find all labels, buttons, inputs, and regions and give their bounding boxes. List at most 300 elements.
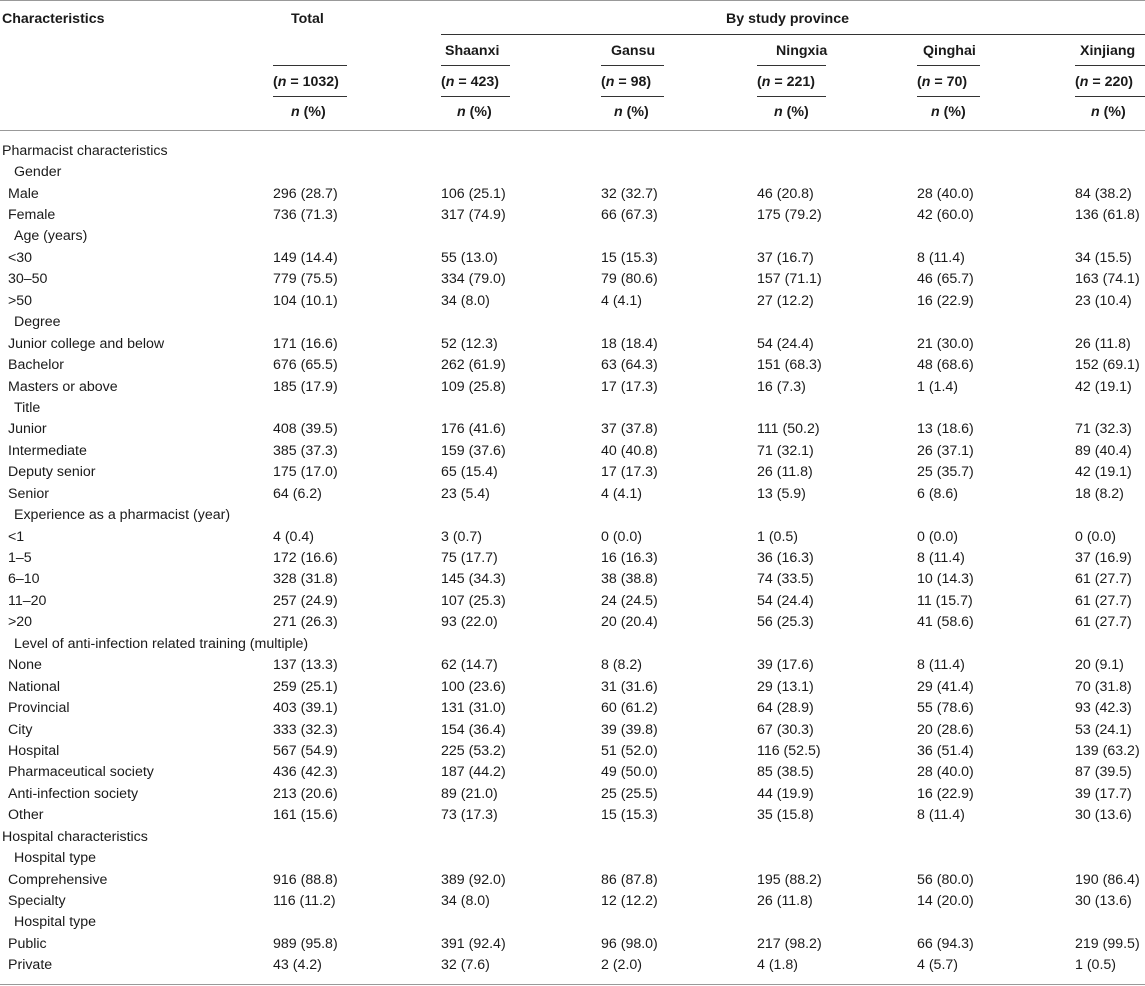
table-cell: 16 (22.9): [917, 785, 974, 802]
table-cell: 151 (68.3): [757, 357, 822, 374]
table-cell: 13 (5.9): [757, 485, 806, 502]
table-row: [0, 462, 1145, 483]
table-cell: 4 (0.4): [273, 528, 315, 545]
table-cell: [1075, 312, 1145, 333]
row-label: Private: [8, 957, 53, 974]
table-cell: 52 (12.3): [441, 335, 498, 352]
table-cell: 175 (79.2): [757, 207, 822, 224]
table-row: [0, 740, 1145, 761]
table-row: [0, 569, 1145, 590]
table-cell: [757, 140, 917, 161]
rule-qinghai-1: [917, 65, 980, 66]
row-label: Hospital: [8, 742, 60, 759]
table-cell: 70 (31.8): [1075, 678, 1132, 695]
row-label: <1: [8, 528, 25, 545]
province-span-rule: [441, 34, 1145, 35]
table-cell: 139 (63.2): [1075, 742, 1140, 759]
table-cell: 185 (17.9): [273, 378, 338, 395]
table-cell: 1 (0.5): [757, 528, 799, 545]
rule-qinghai-2: [917, 96, 980, 97]
table-cell: 15 (15.3): [601, 807, 658, 824]
table-row: [0, 783, 1145, 804]
table-cell: 96 (98.0): [601, 935, 658, 952]
table-cell: 32 (7.6): [441, 957, 490, 974]
table-cell: 145 (34.3): [441, 571, 506, 588]
table-cell: 34 (8.0): [441, 893, 490, 910]
row-label: 1–5: [8, 550, 32, 567]
row-label: 30–50: [8, 271, 48, 288]
table-cell: 4 (4.1): [601, 485, 643, 502]
table-cell: 56 (80.0): [917, 871, 974, 888]
table-row: [0, 440, 1145, 461]
header-province-xinjiang: Xinjiang: [1080, 43, 1136, 59]
table-cell: 93 (42.3): [1075, 700, 1132, 717]
table-cell: 8 (11.4): [917, 657, 965, 674]
table-cell: [917, 826, 1075, 847]
table-cell: [273, 826, 441, 847]
header-pct-gansu: n (%): [614, 104, 649, 120]
table-cell: 26 (11.8): [757, 464, 813, 481]
table-cell: [273, 140, 441, 161]
table-cell: 26 (11.8): [757, 893, 813, 910]
header-n-shaanxi: (n = 423): [441, 74, 499, 90]
table-cell: 89 (40.4): [1075, 442, 1132, 459]
table-row: [0, 890, 1145, 911]
table-cell: 24 (24.5): [601, 592, 658, 609]
row-label: National: [8, 678, 61, 695]
table-cell: 17 (17.3): [601, 378, 658, 395]
table-cell: 13 (18.6): [917, 421, 974, 438]
group-header-row: [0, 633, 1145, 654]
table-cell: [757, 312, 917, 333]
table-row: [0, 547, 1145, 568]
table-row: [0, 933, 1145, 954]
row-label: Senior: [8, 485, 50, 502]
table-cell: 2 (2.0): [601, 957, 643, 974]
table-cell: 20 (9.1): [1075, 657, 1124, 674]
table-cell: 8 (11.4): [917, 249, 965, 266]
table-cell: 389 (92.0): [441, 871, 506, 888]
table-cell: 43 (4.2): [273, 957, 322, 974]
table-cell: [917, 912, 1075, 933]
table-cell: 64 (6.2): [273, 485, 322, 502]
header-n-total: (n = 1032): [273, 74, 339, 90]
table-cell: 116 (52.5): [757, 742, 821, 759]
table-cell: 4 (1.8): [757, 957, 799, 974]
row-label: Age (years): [14, 228, 88, 245]
table-cell: 916 (88.8): [273, 871, 338, 888]
table-cell: [917, 397, 1075, 418]
table-cell: [757, 504, 917, 525]
row-label: None: [8, 657, 42, 674]
section-header-row: [0, 826, 1145, 847]
table-cell: 29 (13.1): [757, 678, 814, 695]
data-table: [0, 140, 1145, 976]
table-cell: 41 (58.6): [917, 614, 974, 631]
rule-gansu-1: [601, 65, 664, 66]
table-cell: [441, 504, 601, 525]
table-cell: 176 (41.6): [441, 421, 506, 438]
table-cell: [601, 826, 757, 847]
table-cell: [757, 226, 917, 247]
table-cell: 66 (94.3): [917, 935, 974, 952]
table-cell: [441, 912, 601, 933]
table-cell: 35 (15.8): [757, 807, 814, 824]
group-header-row: [0, 226, 1145, 247]
row-label: Hospital type: [14, 850, 97, 867]
table-cell: 11 (15.7): [917, 592, 973, 609]
table-cell: [441, 312, 601, 333]
table-cell: 391 (92.4): [441, 935, 506, 952]
header-n-qinghai: (n = 70): [917, 74, 968, 90]
table-cell: 149 (14.4): [273, 249, 338, 266]
table-cell: 55 (78.6): [917, 700, 974, 717]
table-cell: [273, 226, 441, 247]
table-cell: 84 (38.2): [1075, 185, 1132, 202]
table-cell: 8 (11.4): [917, 550, 965, 567]
table-cell: 989 (95.8): [273, 935, 338, 952]
table-cell: 26 (11.8): [1075, 335, 1131, 352]
table-cell: [1075, 504, 1145, 525]
table-cell: 23 (10.4): [1075, 292, 1132, 309]
row-label: Hospital characteristics: [2, 828, 148, 845]
rule-xinjiang-1: [1075, 65, 1145, 66]
table-row: [0, 290, 1145, 311]
table-cell: 107 (25.3): [441, 592, 506, 609]
table-cell: 296 (28.7): [273, 185, 338, 202]
table-cell: [601, 312, 757, 333]
row-label: Title: [14, 399, 41, 416]
header-n-gansu: (n = 98): [601, 74, 652, 90]
table-cell: 74 (33.5): [757, 571, 814, 588]
table-row: [0, 762, 1145, 783]
row-label: <30: [8, 249, 33, 266]
table-cell: [757, 826, 917, 847]
table-cell: 0 (0.0): [917, 528, 959, 545]
table-cell: [273, 912, 441, 933]
table-row: [0, 419, 1145, 440]
table-cell: [273, 312, 441, 333]
table-cell: 63 (64.3): [601, 357, 658, 374]
table-cell: [601, 140, 757, 161]
table-cell: 157 (71.1): [757, 271, 822, 288]
table-cell: [1075, 826, 1145, 847]
table-cell: 87 (39.5): [1075, 764, 1132, 781]
table-cell: 172 (16.6): [273, 550, 338, 567]
header-pct-xinjiang: n (%): [1091, 104, 1126, 120]
table-cell: 39 (17.6): [757, 657, 814, 674]
table-cell: 12 (12.2): [601, 893, 658, 910]
table-cell: 40 (40.8): [601, 442, 658, 459]
table-cell: 64 (28.9): [757, 700, 814, 717]
row-label: Public: [8, 935, 47, 952]
rule-total-2: [273, 96, 347, 97]
table-cell: 31 (31.6): [601, 678, 658, 695]
row-label: Intermediate: [8, 442, 87, 459]
table-cell: 219 (99.5): [1075, 935, 1140, 952]
table-cell: 37 (16.9): [1075, 550, 1132, 567]
table-row: [0, 869, 1145, 890]
table-cell: 131 (31.0): [441, 700, 506, 717]
table-cell: 39 (17.7): [1075, 785, 1132, 802]
row-label: >50: [8, 292, 33, 309]
row-label: Pharmaceutical society: [8, 764, 154, 781]
table-cell: [273, 504, 441, 525]
table-cell: 8 (11.4): [917, 807, 965, 824]
table-row: [0, 483, 1145, 504]
table-row: [0, 955, 1145, 976]
row-label: Masters or above: [8, 378, 118, 395]
table-cell: 29 (41.4): [917, 678, 974, 695]
table-cell: [601, 633, 757, 654]
table-cell: 89 (21.0): [441, 785, 498, 802]
table-cell: 44 (19.9): [757, 785, 814, 802]
table-cell: 8 (8.2): [601, 657, 643, 674]
table-cell: [917, 161, 1075, 182]
row-label: Specialty: [8, 893, 66, 910]
table-cell: [757, 633, 917, 654]
rule-ningxia-2: [757, 96, 826, 97]
header-characteristics: Characteristics: [2, 11, 105, 27]
table-cell: 27 (12.2): [757, 292, 814, 309]
table-cell: 75 (17.7): [441, 550, 498, 567]
table-cell: 213 (20.6): [273, 785, 338, 802]
table-cell: [1075, 226, 1145, 247]
header-province-ningxia: Ningxia: [776, 43, 828, 59]
bottom-rule: [0, 984, 1145, 985]
table-cell: [441, 847, 601, 868]
table-cell: [273, 161, 441, 182]
table-cell: 163 (74.1): [1075, 271, 1140, 288]
table-cell: 61 (27.7): [1075, 571, 1132, 588]
row-label: Junior: [8, 421, 47, 438]
row-label: City: [8, 721, 33, 738]
table-cell: 436 (42.3): [273, 764, 338, 781]
row-label: Gender: [14, 164, 62, 181]
table-cell: 16 (7.3): [757, 378, 806, 395]
table-cell: 6 (8.6): [917, 485, 959, 502]
table-cell: [1075, 397, 1145, 418]
rule-shaanxi-2: [441, 96, 510, 97]
header-pct-ningxia: n (%): [774, 104, 809, 120]
table-cell: 86 (87.8): [601, 871, 658, 888]
table-cell: 73 (17.3): [441, 807, 498, 824]
table-cell: 328 (31.8): [273, 571, 338, 588]
rule-xinjiang-2: [1075, 96, 1145, 97]
table-cell: 55 (13.0): [441, 249, 498, 266]
table-cell: [601, 847, 757, 868]
header-pct-qinghai: n (%): [931, 104, 966, 120]
table-row: [0, 655, 1145, 676]
table-cell: 85 (38.5): [757, 764, 814, 781]
table-cell: 42 (19.1): [1075, 378, 1132, 395]
table-cell: 60 (61.2): [601, 700, 658, 717]
table-cell: 51 (52.0): [601, 742, 658, 759]
table-cell: 171 (16.6): [273, 335, 338, 352]
table-cell: 100 (23.6): [441, 678, 506, 695]
table-cell: 65 (15.4): [441, 464, 498, 481]
table-cell: 4 (4.1): [601, 292, 643, 309]
table-cell: [917, 226, 1075, 247]
table-cell: 39 (39.8): [601, 721, 658, 738]
row-label: Experience as a pharmacist (year): [14, 507, 231, 524]
rule-ningxia-1: [757, 65, 826, 66]
table-cell: 1 (1.4): [917, 378, 959, 395]
table-cell: [601, 504, 757, 525]
table-cell: [441, 226, 601, 247]
table-cell: 62 (14.7): [441, 657, 498, 674]
header-by-province: By study province: [726, 11, 849, 27]
group-header-row: [0, 397, 1145, 418]
table-cell: 137 (13.3): [273, 657, 338, 674]
table-cell: [1075, 140, 1145, 161]
table-cell: 262 (61.9): [441, 357, 506, 374]
table-cell: [1075, 161, 1145, 182]
table-cell: 175 (17.0): [273, 464, 338, 481]
table-row: [0, 805, 1145, 826]
table-cell: 187 (44.2): [441, 764, 506, 781]
table-cell: 567 (54.9): [273, 742, 338, 759]
table-cell: [273, 397, 441, 418]
table-cell: 36 (16.3): [757, 550, 814, 567]
table-cell: 161 (15.6): [273, 807, 338, 824]
table-cell: 32 (32.7): [601, 185, 658, 202]
table-cell: 3 (0.7): [441, 528, 483, 545]
table-cell: 334 (79.0): [441, 271, 506, 288]
table-cell: [757, 847, 917, 868]
row-label: Level of anti-infection related training (multiple): [14, 635, 309, 652]
header-province-shaanxi: Shaanxi: [445, 43, 500, 59]
table-cell: 195 (88.2): [757, 871, 822, 888]
table-cell: 0 (0.0): [601, 528, 643, 545]
table-cell: 46 (20.8): [757, 185, 814, 202]
table-cell: 16 (16.3): [601, 550, 658, 567]
table-cell: 34 (15.5): [1075, 249, 1132, 266]
table-cell: 190 (86.4): [1075, 871, 1140, 888]
table-cell: 408 (39.5): [273, 421, 338, 438]
row-label: Female: [8, 207, 56, 224]
table-cell: 225 (53.2): [441, 742, 506, 759]
table-cell: 61 (27.7): [1075, 592, 1132, 609]
header-bottom-rule: [0, 130, 1145, 131]
rule-shaanxi-1: [441, 65, 510, 66]
table-cell: 159 (37.6): [441, 442, 506, 459]
table-cell: 34 (8.0): [441, 292, 490, 309]
table-cell: [441, 633, 601, 654]
table-cell: [601, 912, 757, 933]
header-pct-shaanxi: n (%): [457, 104, 492, 120]
group-header-row: [0, 504, 1145, 525]
row-label: Provincial: [8, 700, 70, 717]
table-cell: 21 (30.0): [917, 335, 974, 352]
table-cell: 37 (16.7): [757, 249, 814, 266]
row-label: >20: [8, 614, 33, 631]
table-cell: [917, 633, 1075, 654]
header-province-gansu: Gansu: [611, 43, 656, 59]
rule-gansu-2: [601, 96, 664, 97]
table-cell: 403 (39.1): [273, 700, 338, 717]
rule-total-1: [273, 65, 347, 66]
table-cell: 25 (25.5): [601, 785, 658, 802]
table-cell: 18 (8.2): [1075, 485, 1124, 502]
table-cell: [273, 847, 441, 868]
table-cell: [1075, 912, 1145, 933]
header-n-ningxia: (n = 221): [757, 74, 815, 90]
header-pct-total: n (%): [291, 104, 326, 120]
table-cell: [441, 826, 601, 847]
table-cell: [917, 312, 1075, 333]
row-label: 6–10: [8, 571, 40, 588]
row-label: Bachelor: [8, 357, 64, 374]
table-row: [0, 204, 1145, 225]
header-total: Total: [291, 11, 324, 27]
table-cell: 104 (10.1): [273, 292, 338, 309]
table-cell: [441, 140, 601, 161]
table-cell: 54 (24.4): [757, 592, 814, 609]
table-cell: 18 (18.4): [601, 335, 658, 352]
table-cell: 61 (27.7): [1075, 614, 1132, 631]
table-cell: [757, 912, 917, 933]
top-rule: [0, 0, 1145, 1]
table-cell: 20 (28.6): [917, 721, 974, 738]
table-cell: 26 (37.1): [917, 442, 974, 459]
table-row: [0, 354, 1145, 375]
table-cell: 49 (50.0): [601, 764, 658, 781]
table-cell: 67 (30.3): [757, 721, 814, 738]
table-cell: [1075, 847, 1145, 868]
table-body: [0, 140, 1145, 976]
table-cell: [757, 161, 917, 182]
table-row: [0, 183, 1145, 204]
group-header-row: [0, 847, 1145, 868]
table-cell: 15 (15.3): [601, 249, 658, 266]
table-cell: 54 (24.4): [757, 335, 814, 352]
row-label: Junior college and below: [8, 335, 165, 352]
table-cell: 152 (69.1): [1075, 357, 1140, 374]
table-cell: 28 (40.0): [917, 185, 974, 202]
table-cell: 4 (5.7): [917, 957, 959, 974]
table-cell: 779 (75.5): [273, 271, 338, 288]
table-cell: 0 (0.0): [1075, 528, 1117, 545]
table-cell: [1075, 633, 1145, 654]
table-cell: 37 (37.8): [601, 421, 658, 438]
table-row: [0, 697, 1145, 718]
table-cell: 79 (80.6): [601, 271, 658, 288]
table-cell: 106 (25.1): [441, 185, 506, 202]
row-label: Anti-infection society: [8, 785, 139, 802]
table-cell: 16 (22.9): [917, 292, 974, 309]
table-row: [0, 333, 1145, 354]
table-cell: 38 (38.8): [601, 571, 658, 588]
table-cell: 676 (65.5): [273, 357, 338, 374]
table-cell: [441, 397, 601, 418]
table-cell: 71 (32.3): [1075, 421, 1132, 438]
table-cell: 259 (25.1): [273, 678, 338, 695]
header-province-qinghai: Qinghai: [923, 43, 976, 59]
table-row: [0, 269, 1145, 290]
section-header-row: [0, 140, 1145, 161]
table-cell: 136 (61.8): [1075, 207, 1140, 224]
table-row: [0, 590, 1145, 611]
table-cell: 14 (20.0): [917, 893, 974, 910]
table-cell: 53 (24.1): [1075, 721, 1132, 738]
table-cell: 56 (25.3): [757, 614, 814, 631]
table-cell: 42 (19.1): [1075, 464, 1132, 481]
table-cell: 116 (11.2): [273, 893, 336, 910]
row-label: Deputy senior: [8, 464, 96, 481]
table-cell: 217 (98.2): [757, 935, 822, 952]
table-cell: 46 (65.7): [917, 271, 974, 288]
